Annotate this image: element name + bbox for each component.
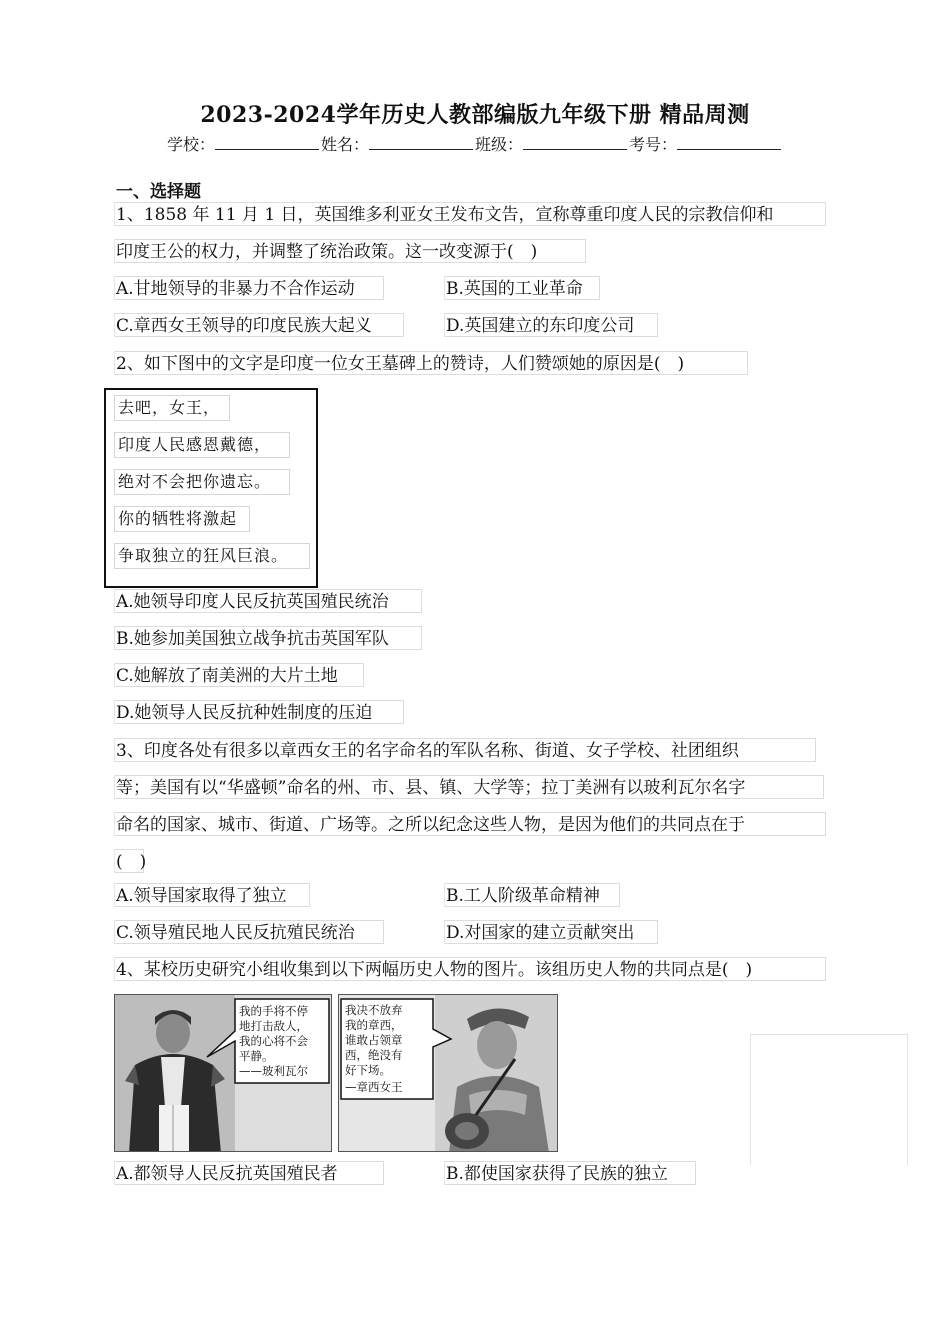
poem-line-1: 去吧，女王， — [114, 395, 230, 421]
bubble-left-line-4: 平静。 — [239, 1049, 274, 1063]
bubble-left-line-3: 我的心将不会 — [239, 1034, 308, 1048]
q4-option-b[interactable]: B.都使国家获得了民族的独立 — [444, 1161, 696, 1185]
bubble-right-line-1: 我决不放弃 — [345, 1003, 403, 1017]
q2-stem: 2、如下图中的文字是印度一位女王墓碑上的赞诗，人们赞颂她的原因是( ) — [114, 351, 748, 375]
q1-stem-line-1: 1、1858 年 11 月 1 日，英国维多利亚女王发布文告，宣称尊重印度人民的宗教信仰和 — [114, 202, 826, 226]
section-title: 一、选择题 — [116, 182, 201, 202]
q3-option-c[interactable]: C.领导殖民地人民反抗殖民统治 — [114, 920, 384, 944]
poem-line-4: 你的牺牲将激起 — [114, 506, 250, 532]
q2-option-d[interactable]: D.她领导人民反抗种姓制度的压迫 — [114, 700, 404, 724]
page-title: 2023-2024学年历史人教部编版九年级下册 精品周测 — [200, 102, 750, 128]
name-blank[interactable] — [369, 135, 473, 150]
q3-option-b[interactable]: B.工人阶级革命精神 — [444, 883, 620, 907]
school-blank[interactable] — [215, 135, 319, 150]
exam-number-label: 考号： — [629, 135, 678, 154]
school-label: 学校： — [166, 135, 215, 154]
faint-frame — [750, 1034, 908, 1165]
bubble-right-line-5: 好下场。 — [345, 1063, 391, 1077]
q1-option-c[interactable]: C.章西女王领导的印度民族大起义 — [114, 313, 404, 337]
q1-option-b[interactable]: B.英国的工业革命 — [444, 276, 600, 300]
bubble-left-line-2: 地打击敌人， — [239, 1019, 308, 1033]
q3-stem-line-4: ( ) — [114, 849, 144, 873]
q1-stem-line-2: 印度王公的权力，并调整了统治政策。这一改变源于( ) — [114, 239, 586, 263]
q3-stem-line-1: 3、印度各处有很多以章西女王的名字命名的军队名称、街道、女子学校、社团组织 — [114, 738, 816, 762]
student-info-row — [0, 132, 950, 155]
q3-stem-line-2: 等；美国有以“华盛顿”命名的州、市、县、镇、大学等；拉丁美洲有以玻利瓦尔名字 — [114, 775, 824, 799]
exam-number-blank[interactable] — [677, 135, 781, 150]
class-blank[interactable] — [523, 135, 627, 150]
bubble-right-line-3: 谁敢占领章 — [345, 1033, 403, 1047]
rani-portrait-drawing — [339, 995, 558, 1152]
bubble-left-line-1: 我的手将不停 — [239, 1004, 308, 1018]
bubble-right-line-2: 我的章西， — [345, 1018, 403, 1032]
q2-option-a[interactable]: A.她领导印度人民反抗英国殖民统治 — [114, 589, 422, 613]
q3-option-a[interactable]: A.领导国家取得了独立 — [114, 883, 310, 907]
name-label: 姓名： — [320, 135, 369, 154]
poem-line-5: 争取独立的狂风巨浪。 — [114, 543, 310, 569]
poem-line-3: 绝对不会把你遗忘。 — [114, 469, 290, 495]
bubble-left-line-5: ——玻利瓦尔 — [239, 1064, 308, 1078]
poem-line-2: 印度人民感恩戴德， — [114, 432, 290, 458]
class-label: 班级： — [475, 135, 524, 154]
bubble-right-line-4: 西，绝没有 — [345, 1048, 403, 1062]
rani-lakshmibai-portrait-image — [338, 994, 558, 1152]
q2-option-c[interactable]: C.她解放了南美洲的大片土地 — [114, 663, 364, 687]
q2-option-b[interactable]: B.她参加美国独立战争抗击英国军队 — [114, 626, 422, 650]
bolivar-portrait-drawing — [115, 995, 332, 1152]
q4-option-a[interactable]: A.都领导人民反抗英国殖民者 — [114, 1161, 384, 1185]
q1-option-a[interactable]: A.甘地领导的非暴力不合作运动 — [114, 276, 384, 300]
q4-stem: 4、某校历史研究小组收集到以下两幅历史人物的图片。该组历史人物的共同点是( ) — [114, 957, 826, 981]
q3-stem-line-3: 命名的国家、城市、街道、广场等。之所以纪念这些人物，是因为他们的共同点在于 — [114, 812, 826, 836]
bolivar-portrait-image — [114, 994, 332, 1152]
q1-option-d[interactable]: D.英国建立的东印度公司 — [444, 313, 658, 337]
bubble-right-line-6: —章西女王 — [345, 1080, 403, 1094]
q3-option-d[interactable]: D.对国家的建立贡献突出 — [444, 920, 658, 944]
